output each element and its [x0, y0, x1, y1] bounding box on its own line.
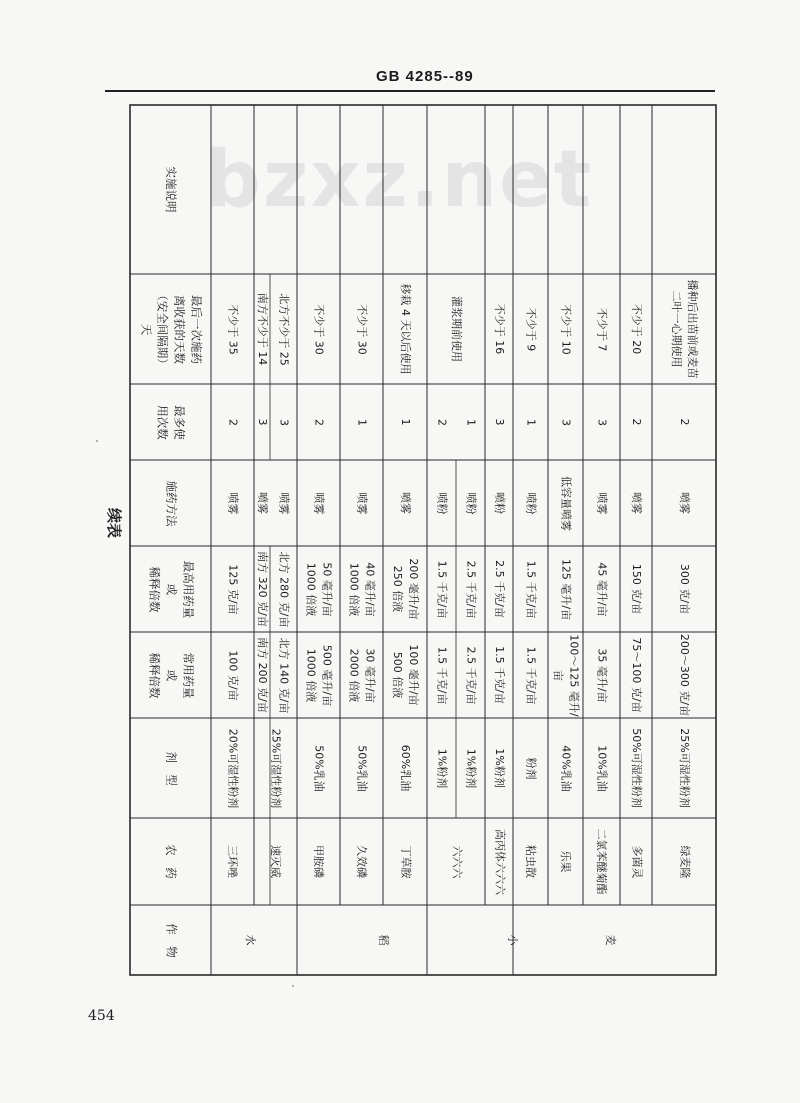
cell-formulation: 60%乳油 [398, 744, 412, 792]
cell-common-dose: 南方 200 克/亩 [255, 637, 269, 713]
cell-formulation: 50%可湿性粉剂 [629, 728, 643, 808]
cell-max-times: 3 [255, 418, 269, 426]
col-header-formulation: 剂 型 [163, 750, 178, 786]
cell-pesticide: 二氯苯醚菊酯 [595, 828, 609, 895]
cell-method: 喷粉 [464, 492, 478, 514]
cell-formulation: 25%可湿性粉剂 [677, 728, 691, 808]
cell-method: 喷粉 [492, 492, 506, 514]
cell-pesticide: 六六六 [449, 845, 463, 878]
cell-formulation: 50%乳油 [312, 744, 326, 792]
cell-common-dose: 30 毫升/亩 2000 倍液 [347, 647, 377, 703]
cell-formulation: 1%粉剂 [464, 748, 478, 788]
cell-formulation: 粉剂 [524, 757, 538, 779]
cell-method: 喷粉 [524, 492, 538, 514]
cell-max-dose: 2.5 千克/亩 [492, 560, 506, 618]
cell-method: 喷雾 [398, 492, 412, 514]
cell-pesticide: 三环唑 [226, 845, 240, 878]
cell-interval: 播种后出苗前或麦苗 二叶一心期使用 [670, 279, 699, 379]
cell-common-dose: 2.5 千克/亩 [464, 646, 478, 704]
cell-pesticide: 甲胺磷 [312, 845, 326, 878]
cell-common-dose: 75～100 克/亩 [629, 637, 643, 713]
cell-max-times: 2 [435, 418, 449, 426]
cell-interval: 移栽 4 天以后使用 [398, 283, 412, 375]
table-caption: 续表 [105, 507, 124, 538]
cell-formulation: 10%乳油 [595, 744, 609, 792]
cell-pesticide: 久效磷 [355, 845, 369, 878]
cell-max-dose: 1.5 千克/亩 [435, 560, 449, 618]
col-header-pesticide: 农 药 [163, 844, 178, 879]
crop-rice-char-1: 水 [243, 934, 257, 946]
cell-max-dose: 200 毫升/亩 250 倍液 [391, 558, 420, 620]
crop-wheat-char-2: 麦 [603, 934, 617, 946]
cell-max-times: 1 [464, 418, 478, 426]
cell-pesticide: 多菌灵 [629, 845, 643, 878]
cell-common-dose: 100 毫升/亩 500 倍液 [391, 644, 420, 706]
cell-max-dose: 45 毫升/亩 [595, 561, 609, 617]
cell-max-times: 2 [226, 418, 240, 426]
cell-max-times: 3 [559, 418, 573, 426]
cell-max-times: 1 [398, 418, 412, 426]
col-header-common-dose: 常用药量 或 稀释倍数 [147, 652, 195, 698]
cell-max-times: 3 [277, 418, 291, 426]
cell-common-dose: 200～300 克/亩 [677, 633, 691, 717]
col-header-interval: 最后一次施药 离收获的天数 （安全间隔期） 天 [138, 288, 203, 370]
cell-max-times: 2 [677, 418, 691, 426]
cell-interval: 不少于 16 [492, 303, 506, 355]
cell-interval: 不少于 35 [226, 303, 240, 355]
cell-method: 喷雾 [255, 492, 269, 514]
cell-max-dose: 北方 280 克/亩 [277, 551, 291, 627]
cell-common-dose: 北方 140 克/亩 [277, 637, 291, 713]
col-header-max-dose: 最高用药量 或 稀释倍数 [147, 560, 195, 618]
page-number: 454 [88, 1008, 115, 1024]
cell-formulation: 1%粉剂 [435, 748, 449, 788]
cell-method: 喷粉 [435, 492, 449, 514]
cell-max-dose: 南方 320 克/亩 [255, 551, 269, 627]
cell-common-dose: 1.5 千克/亩 [524, 646, 538, 704]
cell-common-dose: 100 克/亩 [226, 649, 240, 701]
cell-common-dose: 100～125 毫升/亩 [551, 633, 581, 717]
cell-common-dose: 1.5 千克/亩 [492, 646, 506, 704]
cell-max-dose: 1.5 千克/亩 [524, 560, 538, 618]
standard-code: GB 4285--89 [376, 68, 474, 85]
cell-max-dose: 150 克/亩 [629, 563, 643, 615]
cell-max-times: 3 [595, 418, 609, 426]
crop-wheat-char-1: 小 [505, 934, 519, 946]
cell-common-dose: 1.5 千克/亩 [435, 646, 449, 704]
cell-max-times: 3 [492, 418, 506, 426]
cell-max-dose: 2.5 千克/亩 [464, 560, 478, 618]
cell-pesticide: 乐果 [559, 850, 573, 873]
cell-method: 喷雾 [226, 492, 240, 514]
cell-max-dose: 40 毫升/亩 1000 倍液 [347, 561, 377, 617]
cell-formulation: 20%可湿性粉剂 [226, 728, 240, 808]
cell-interval: 不少于 10 [559, 303, 573, 355]
cell-interval: 灌浆期前使用 [449, 296, 463, 362]
cell-max-dose: 125 克/亩 [226, 563, 240, 615]
cell-method: 喷雾 [677, 492, 691, 514]
cell-method: 喷雾 [629, 492, 643, 514]
cell-max-times: 2 [312, 418, 326, 426]
cell-method: 喷雾 [277, 492, 291, 514]
cell-max-times: 1 [355, 418, 369, 426]
cell-max-dose: 125 毫升/亩 [559, 558, 573, 620]
cell-pesticide: 绿麦隆 [677, 845, 691, 878]
cell-interval: 不少于 20 [629, 303, 643, 355]
cell-method: 低容量喷雾 [559, 475, 573, 531]
cell-max-dose: 50 毫升/亩 1000 倍液 [304, 561, 334, 617]
cell-max-times: 1 [524, 418, 538, 426]
cell-method: 喷雾 [595, 492, 609, 514]
col-header-notes: 实施说明 [163, 166, 178, 213]
cell-interval: 不少于 9 [524, 307, 538, 351]
cell-method: 喷雾 [312, 492, 326, 514]
col-header-crop: 作 物 [163, 922, 178, 958]
cell-common-dose: 35 毫升/亩 [595, 647, 609, 703]
cell-interval: 不少于 30 [312, 303, 326, 355]
cell-formulation: 40%乳油 [559, 744, 573, 792]
col-header-max-times: 最多使 用次数 [155, 404, 187, 440]
cell-formulation: 50%乳油 [355, 744, 369, 792]
cell-pesticide: 高丙体六六六 [492, 828, 506, 895]
cell-formulation: 25%可湿性粉剂 [269, 728, 283, 808]
cell-interval: 不少于 30 [355, 303, 369, 355]
cell-method: 喷雾 [355, 492, 369, 514]
cell-pesticide: 丁草胺 [398, 845, 412, 878]
col-header-method: 施药方法 [163, 480, 178, 526]
crop-rice-char-2: 稻 [376, 934, 390, 946]
watermark: bzxz.net [205, 135, 594, 225]
cell-max-times: 2 [629, 418, 643, 426]
cell-pesticide: 粘虫散 [524, 845, 538, 878]
cell-max-dose: 300 克/亩 [677, 563, 691, 615]
cell-interval: 南方不少于 14 [255, 292, 269, 366]
cell-common-dose: 500 毫升/亩 1000 倍液 [304, 644, 334, 706]
cell-interval: 不少于 7 [595, 307, 609, 351]
cell-pesticide: 速灭威 [269, 845, 283, 878]
cell-formulation: 1%粉剂 [492, 748, 506, 788]
cell-interval: 北方不少于 25 [277, 292, 291, 366]
